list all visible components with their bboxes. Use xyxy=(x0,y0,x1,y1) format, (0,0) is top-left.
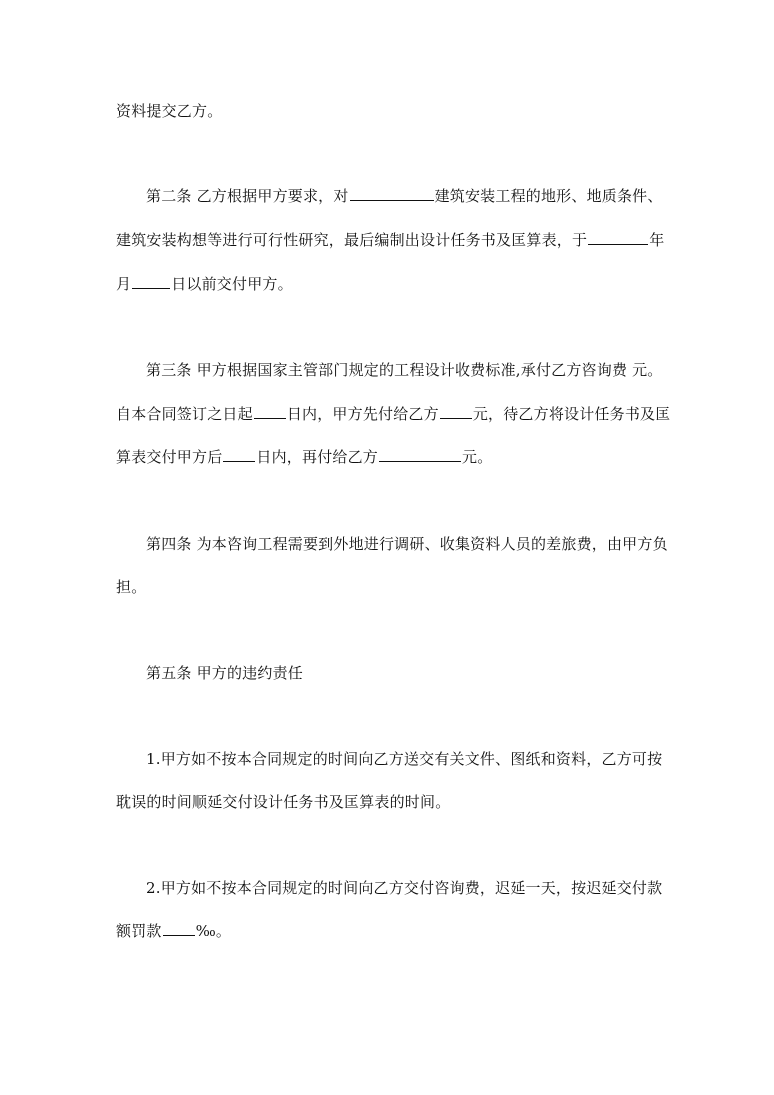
article-4-line-2 xyxy=(0,577,774,597)
article-3-line-3 xyxy=(0,447,774,467)
article-3-line-1 xyxy=(0,360,774,380)
article-5-item-1-text-b: 耽误的时间顺延交付设计任务书及匡算表的时间。 xyxy=(116,793,451,811)
paragraph-intro-tail xyxy=(0,101,774,121)
article-2-line-1 xyxy=(0,186,774,206)
fill-blank-days-2 xyxy=(223,447,255,462)
article-3-text-d: 元，待乙方将设计任务书及匡 xyxy=(472,405,671,423)
article-2-text-c: 建筑安装构想等进行可行性研究，最后编制出设计任务书及匡算表，于 xyxy=(116,231,588,249)
article-2-text-f: 日以前交付甲方。 xyxy=(171,275,293,293)
article-4-text-a: 第四条 为本咨询工程需要到外地进行调研、收集资料人员的差旅费，由甲方负 xyxy=(146,535,668,553)
article-5-item-1-line-2 xyxy=(0,792,774,812)
article-3-text-a: 第三条 甲方根据国家主管部门规定的工程设计收费标准,承付乙方咨询费 元。 xyxy=(146,361,663,379)
article-5-item-2-line-1 xyxy=(0,878,774,898)
article-2-line-2 xyxy=(0,230,774,250)
fill-blank-penalty-rate xyxy=(163,921,195,936)
article-3-text-e: 算表交付甲方后 xyxy=(116,448,223,466)
article-5-item-2-line-2 xyxy=(0,921,774,941)
article-2-text-d: 年 xyxy=(649,231,665,249)
article-4-text-b: 担。 xyxy=(116,578,147,596)
article-2-text-a: 第二条 乙方根据甲方要求，对 xyxy=(146,187,349,205)
article-2-text-e: 月 xyxy=(116,275,132,293)
fill-blank-project-name xyxy=(350,186,434,201)
article-5-title xyxy=(0,663,774,683)
article-5-item-2-text-a: 2.甲方如不按本合同规定的时间向乙方交付咨询费，迟延一天，按迟延交付款 xyxy=(146,879,663,897)
fill-blank-amount-2 xyxy=(379,447,461,462)
fill-blank-month-day xyxy=(132,274,170,289)
fill-blank-amount-1 xyxy=(440,404,472,419)
article-3-text-c: 日内，甲方先付给乙方 xyxy=(286,405,439,423)
article-3-text-f: 日内，再付给乙方 xyxy=(256,448,379,466)
paragraph-text: 资料提交乙方。 xyxy=(116,102,223,120)
article-2-line-3 xyxy=(0,274,774,294)
article-2-text-b: 建筑安装工程的地形、地质条件、 xyxy=(434,187,663,205)
article-3-line-2 xyxy=(0,404,774,424)
article-5-item-1-line-1 xyxy=(0,749,774,769)
article-5-item-1-text-a: 1.甲方如不按本合同规定的时间向乙方送交有关文件、图纸和资料，乙方可按 xyxy=(146,750,663,768)
article-3-text-g: 元。 xyxy=(462,448,493,466)
article-5-title-text: 第五条 甲方的违约责任 xyxy=(146,664,303,682)
article-5-item-2-text-b: 额罚款 xyxy=(116,922,162,940)
article-4-line-1 xyxy=(0,534,774,554)
fill-blank-days-1 xyxy=(254,404,286,419)
article-5-item-2-text-c: ‰。 xyxy=(195,922,232,940)
fill-blank-year xyxy=(588,230,648,245)
article-3-text-b: 自本合同签订之日起 xyxy=(116,405,253,423)
